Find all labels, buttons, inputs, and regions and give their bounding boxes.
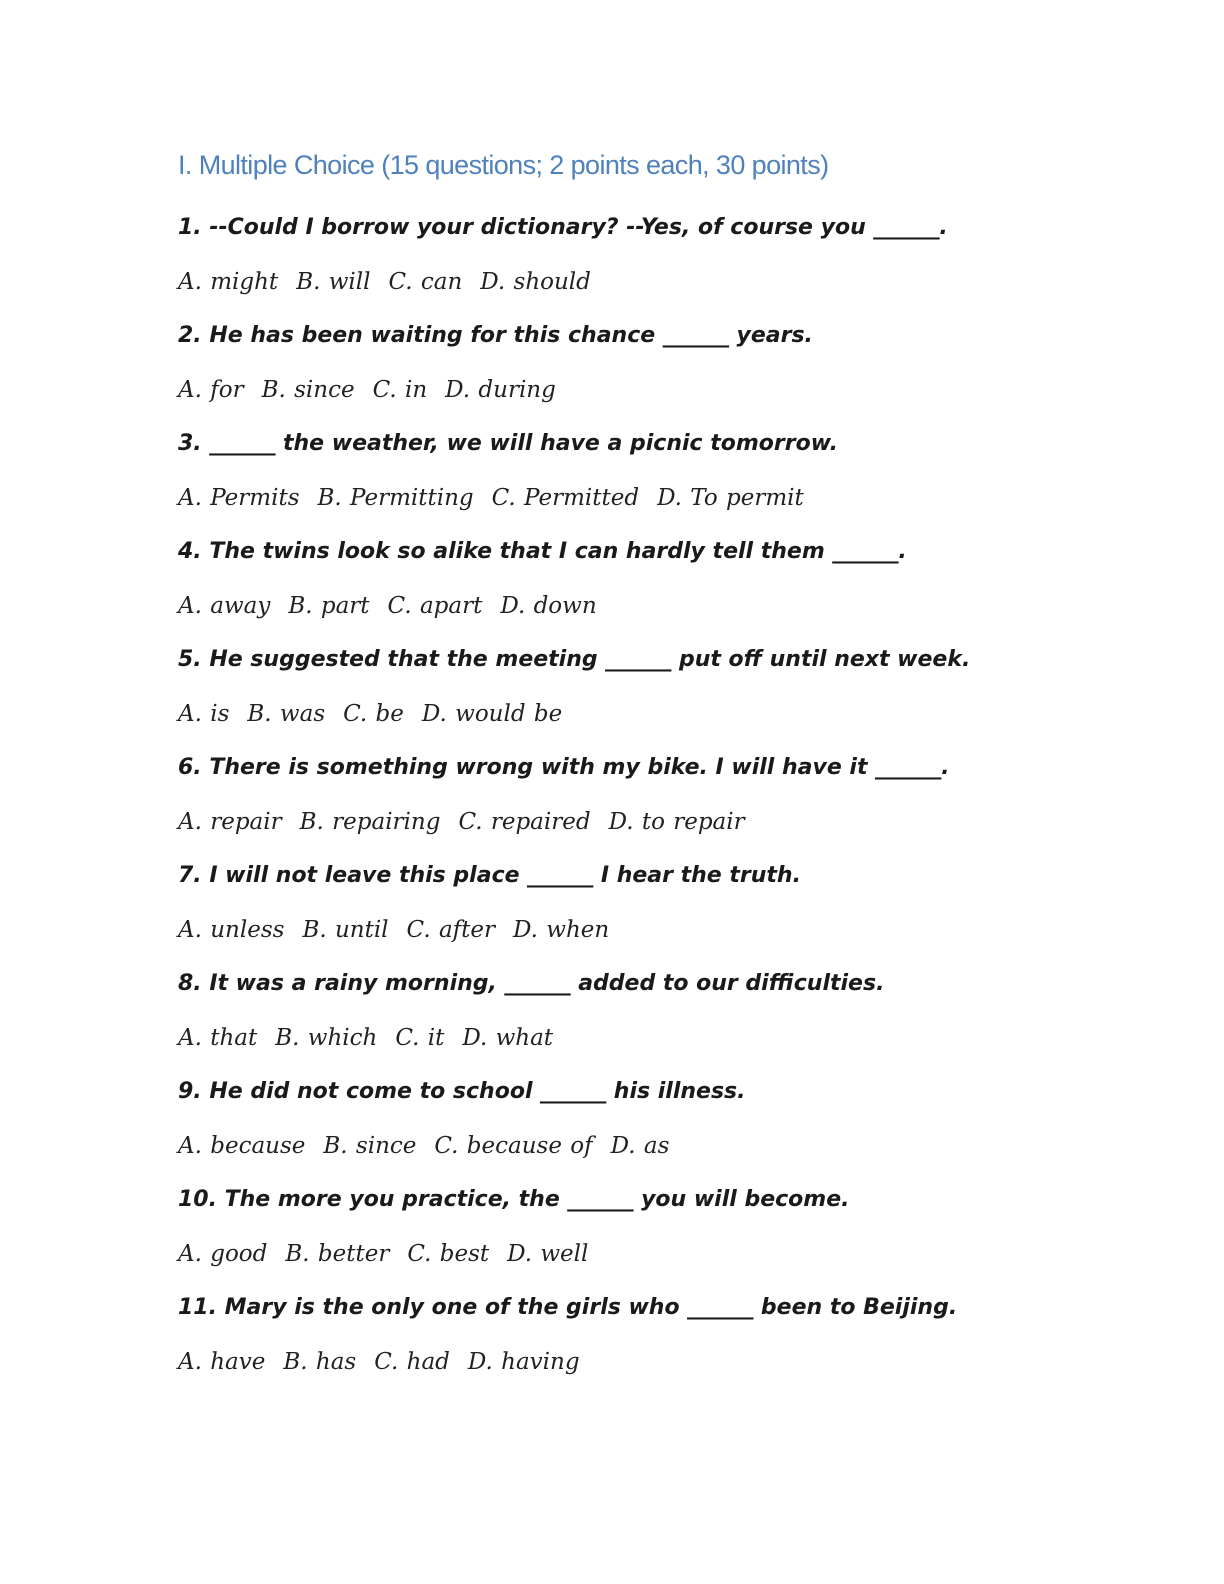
option-c: C. Permitted <box>491 485 640 511</box>
option-d: D. having <box>467 1349 580 1375</box>
option-a: A. that <box>178 1025 258 1051</box>
option-a: A. have <box>178 1349 266 1375</box>
option-c: C. can <box>388 269 463 295</box>
option-c: C. be <box>343 701 404 727</box>
question-4-options <box>178 586 1158 640</box>
option-c: C. after <box>406 917 496 943</box>
question-6-options <box>178 802 1158 856</box>
option-d: D. to repair <box>608 809 745 835</box>
option-b: B. since <box>261 377 355 403</box>
option-b: B. which <box>275 1025 378 1051</box>
question-2-options <box>178 370 1158 424</box>
question-8-options <box>178 1018 1158 1072</box>
option-d: D. down <box>500 593 597 619</box>
question-9: 9. He did not come to school ______ his illness. <box>178 1079 746 1104</box>
option-b: B. repairing <box>299 809 441 835</box>
option-b: B. better <box>285 1241 390 1267</box>
question-4: 4. The twins look so alike that I can hardly tell them ______. <box>178 539 907 564</box>
option-c: C. best <box>407 1241 490 1267</box>
option-c: C. in <box>372 377 428 403</box>
option-d: D. during <box>445 377 556 403</box>
question-8: 8. It was a rainy morning, ______ added to our difficulties. <box>178 971 885 996</box>
option-b: B. will <box>296 269 371 295</box>
question-1: 1. --Could I borrow your dictionary? --Yes, of course you ______. <box>178 215 948 240</box>
option-a: A. away <box>178 593 271 619</box>
option-a: A. is <box>178 701 230 727</box>
question-6: 6. There is something wrong with my bike. I will have it ______. <box>178 755 950 780</box>
option-a: A. because <box>178 1133 306 1159</box>
option-a: A. might <box>178 269 279 295</box>
question-2: 2. He has been waiting for this chance ______ years. <box>178 323 813 348</box>
option-d: D. as <box>610 1133 670 1159</box>
question-1-options <box>178 262 1158 316</box>
question-10: 10. The more you practice, the ______ you will become. <box>178 1187 850 1212</box>
option-a: A. for <box>178 377 244 403</box>
option-d: D. would be <box>421 701 563 727</box>
option-b: B. has <box>283 1349 357 1375</box>
option-b: B. until <box>302 917 389 943</box>
option-b: B. since <box>323 1133 417 1159</box>
option-c: C. apart <box>387 593 483 619</box>
question-5-options <box>178 694 1158 748</box>
option-d: D. To permit <box>657 485 804 511</box>
section-title: I. Multiple Choice (15 questions; 2 points each, 30 points) <box>178 150 829 180</box>
option-c: C. because of <box>434 1133 593 1159</box>
option-d: D. what <box>462 1025 554 1051</box>
option-c: C. it <box>395 1025 445 1051</box>
question-3: 3. ______ the weather, we will have a picnic tomorrow. <box>178 431 838 456</box>
question-3-options <box>178 478 1158 532</box>
option-a: A. good <box>178 1241 268 1267</box>
option-b: B. was <box>247 701 326 727</box>
option-c: C. had <box>374 1349 450 1375</box>
option-b: B. Permitting <box>317 485 474 511</box>
option-d: D. well <box>507 1241 589 1267</box>
option-a: A. repair <box>178 809 282 835</box>
option-d: D. should <box>480 269 591 295</box>
question-7-options <box>178 910 1158 964</box>
question-9-options <box>178 1126 1158 1180</box>
question-11-options <box>178 1342 1158 1396</box>
option-a: A. Permits <box>178 485 300 511</box>
option-d: D. when <box>513 917 610 943</box>
question-7: 7. I will not leave this place ______ I hear the truth. <box>178 863 801 888</box>
option-c: C. repaired <box>458 809 591 835</box>
question-5: 5. He suggested that the meeting ______ put off until next week. <box>178 647 971 672</box>
question-list <box>178 208 1158 1396</box>
question-10-options <box>178 1234 1158 1288</box>
option-b: B. part <box>288 593 370 619</box>
option-a: A. unless <box>178 917 285 943</box>
question-11: 11. Mary is the only one of the girls who ______ been to Beijing. <box>178 1295 958 1320</box>
